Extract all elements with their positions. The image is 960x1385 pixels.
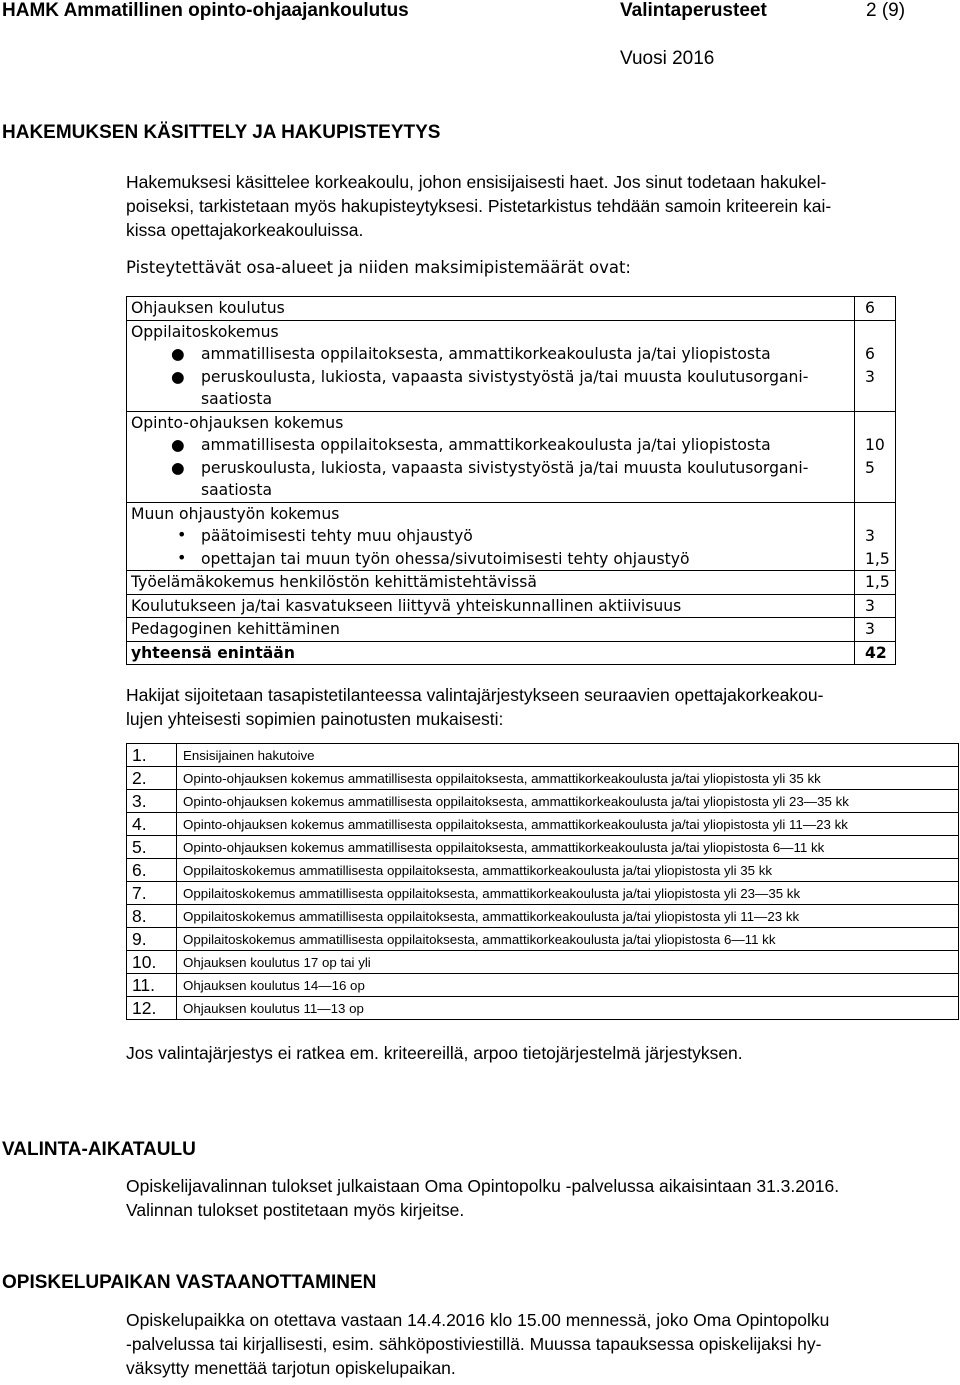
list-item: ● peruskoulusta, lukiosta, vapaasta sivistystyöstä ja/tai muusta koulutusorgani- saatiosta <box>171 367 809 408</box>
order-criterion: Ohjauksen koulutus 17 op tai yli <box>177 951 959 974</box>
bullet-icon: ● <box>171 458 185 477</box>
order-number: 1. <box>127 744 177 767</box>
bullet-icon: ● <box>171 367 185 386</box>
table-row <box>127 571 896 595</box>
tiebreak-order-table <box>126 743 959 1020</box>
table-row <box>127 790 959 813</box>
table-row <box>127 618 896 642</box>
table-row <box>127 905 959 928</box>
header-page-number: 2 (9) <box>866 0 906 21</box>
row-label: Koulutukseen ja/tai kasvatukseen liittyvä yhteiskunnallinen aktiivisuus <box>127 594 855 618</box>
order-criterion: Opinto-ohjauksen kokemus ammatillisesta oppilaitoksesta, ammattikorkeakoulusta ja/tai yliopistosta yli 23—35 kk <box>177 790 959 813</box>
row-points: 5 <box>865 458 875 477</box>
order-criterion: Ensisijainen hakutoive <box>177 744 959 767</box>
order-criterion: Opinto-ohjauksen kokemus ammatillisesta oppilaitoksesta, ammattikorkeakoulusta ja/tai yliopistosta yli 11—23 kk <box>177 813 959 836</box>
intro-line-3: kissa opettajakorkeakouluissa. <box>126 220 364 240</box>
row-points: 3 <box>855 618 896 642</box>
order-number: 12. <box>127 997 177 1020</box>
row-label: Opinto-ohjauksen kokemus <box>131 413 344 432</box>
row-points: 1,5 <box>865 549 890 568</box>
row-points: 3 <box>865 367 875 386</box>
table-row <box>127 859 959 882</box>
table-row <box>127 997 959 1020</box>
section-title-vastaanotto: OPISKELUPAIKAN VASTAANOTTAMINEN <box>2 1272 377 1293</box>
section-title-hakemus: HAKEMUKSEN KÄSITTELY JA HAKUPISTEYTYS <box>2 122 441 143</box>
row-label: Muun ohjaustyön kokemus <box>131 504 340 523</box>
order-criterion: Opinto-ohjauksen kokemus ammatillisesta oppilaitoksesta, ammattikorkeakoulusta ja/tai yliopistosta yli 35 kk <box>177 767 959 790</box>
total-label: yhteensä enintään <box>127 641 855 665</box>
total-points: 42 <box>855 641 896 665</box>
row-label: Ohjauksen koulutus <box>127 297 855 321</box>
bullet-icon: ● <box>171 436 185 454</box>
header-org: HAMK Ammatillinen opinto-ohjaajankoulutus <box>2 0 409 21</box>
row-label: Työelämäkokemus henkilöstön kehittämistehtävissä <box>127 571 855 595</box>
intro-line-1: Hakemuksesi käsittelee korkeakoulu, johon ensisijaisesti haet. Jos sinut todetaan hakukel- <box>126 172 827 192</box>
vastaanotto-line-1: Opiskelupaikka on otettava vastaan 14.4.2016 klo 15.00 mennessä, joko Oma Opintopolku <box>126 1310 830 1330</box>
table-row <box>127 951 959 974</box>
list-item: • opettajan tai muun työn ohessa/sivutoimisesti tehty ohjaustyö <box>177 547 690 568</box>
points-table <box>126 296 896 665</box>
aikataulu-line-1: Opiskelijavalinnan tulokset julkaistaan Oma Opintopolku -palvelussa aikaisintaan 31.3.2016. <box>126 1176 840 1196</box>
table-row <box>127 320 896 411</box>
order-number: 10. <box>127 951 177 974</box>
table-row <box>127 297 896 321</box>
order-criterion: Oppilaitoskokemus ammatillisesta oppilaitoksesta, ammattikorkeakoulusta ja/tai yliopistosta yli 23—35 kk <box>177 882 959 905</box>
order-criterion: Oppilaitoskokemus ammatillisesta oppilaitoksesta, ammattikorkeakoulusta ja/tai yliopistosta yli 35 kk <box>177 859 959 882</box>
table-row <box>127 502 896 571</box>
table-row <box>127 836 959 859</box>
row-points: 3 <box>855 594 896 618</box>
order-number: 5. <box>127 836 177 859</box>
order-number: 7. <box>127 882 177 905</box>
order-number: 6. <box>127 859 177 882</box>
vastaanotto-line-3: väksytty menettää tarjotun opiskelupaikan. <box>126 1358 456 1378</box>
header-year: Vuosi 2016 <box>620 48 715 69</box>
section-title-aikataulu: VALINTA-AIKATAULU <box>2 1139 196 1160</box>
row-label: Oppilaitoskokemus <box>131 322 279 341</box>
order-criterion: Opinto-ohjauksen kokemus ammatillisesta oppilaitoksesta, ammattikorkeakoulusta ja/tai yliopistosta 6—11 kk <box>177 836 959 859</box>
table-row <box>127 411 896 502</box>
order-number: 3. <box>127 790 177 813</box>
table-row <box>127 974 959 997</box>
aikataulu-line-2: Valinnan tulokset postitetaan myös kirjeitse. <box>126 1200 465 1220</box>
order-criterion: Oppilaitoskokemus ammatillisesta oppilaitoksesta, ammattikorkeakoulusta ja/tai yliopistosta yli 11—23 kk <box>177 905 959 928</box>
table-row <box>127 928 959 951</box>
order-criterion: Ohjauksen koulutus 14—16 op <box>177 974 959 997</box>
table-row <box>127 882 959 905</box>
tie-intro-line-1: Hakijat sijoitetaan tasapistetilanteessa valintajärjestykseen seuraavien opettajakorkeakou- <box>126 685 824 705</box>
order-number: 11. <box>127 974 177 997</box>
table-row <box>127 813 959 836</box>
table-row <box>127 641 896 665</box>
header-doc-title: Valintaperusteet <box>620 0 767 21</box>
table-row <box>127 744 959 767</box>
list-item: ● ammatillisesta oppilaitoksesta, ammattikorkeakoulusta ja/tai yliopistosta <box>131 434 850 457</box>
list-item: ● ammatillisesta oppilaitoksesta, ammattikorkeakoulusta ja/tai yliopistosta <box>131 343 850 366</box>
order-number: 8. <box>127 905 177 928</box>
points-intro: Pisteytettävät osa-alueet ja niiden maksimipistemäärät ovat: <box>126 258 631 277</box>
row-points: 6 <box>855 297 896 321</box>
table-row <box>127 594 896 618</box>
bullet-icon: • <box>177 547 187 567</box>
row-points: 10 <box>865 436 885 454</box>
tie-intro-line-2: lujen yhteisesti sopimien painotusten mukaisesti: <box>126 709 504 729</box>
bullet-icon: ● <box>171 345 185 363</box>
row-points: 6 <box>865 345 875 363</box>
list-item: • päätoimisesti tehty muu ohjaustyö <box>177 525 473 545</box>
list-item: ● peruskoulusta, lukiosta, vapaasta sivistystyöstä ja/tai muusta koulutusorgani- saatiosta <box>171 458 809 499</box>
vastaanotto-line-2: -palvelussa tai kirjallisesti, esim. sähköpostiviestillä. Muussa tapauksessa opiskelijaksi hy- <box>126 1334 822 1354</box>
tie-footer: Jos valintajärjestys ei ratkea em. kriteereillä, arpoo tietojärjestelmä järjestyksen. <box>126 1043 743 1063</box>
row-label: Pedagoginen kehittäminen <box>127 618 855 642</box>
table-row <box>127 767 959 790</box>
row-points: 3 <box>865 527 875 545</box>
order-criterion: Oppilaitoskokemus ammatillisesta oppilaitoksesta, ammattikorkeakoulusta ja/tai yliopistosta 6—11 kk <box>177 928 959 951</box>
order-criterion: Ohjauksen koulutus 11—13 op <box>177 997 959 1020</box>
row-points: 1,5 <box>855 571 896 595</box>
order-number: 4. <box>127 813 177 836</box>
order-number: 2. <box>127 767 177 790</box>
order-number: 9. <box>127 928 177 951</box>
bullet-icon: • <box>177 525 187 544</box>
intro-line-2: poiseksi, tarkistetaan myös hakupisteytyksesi. Pistetarkistus tehdään samoin kriteerein kai- <box>126 196 832 216</box>
